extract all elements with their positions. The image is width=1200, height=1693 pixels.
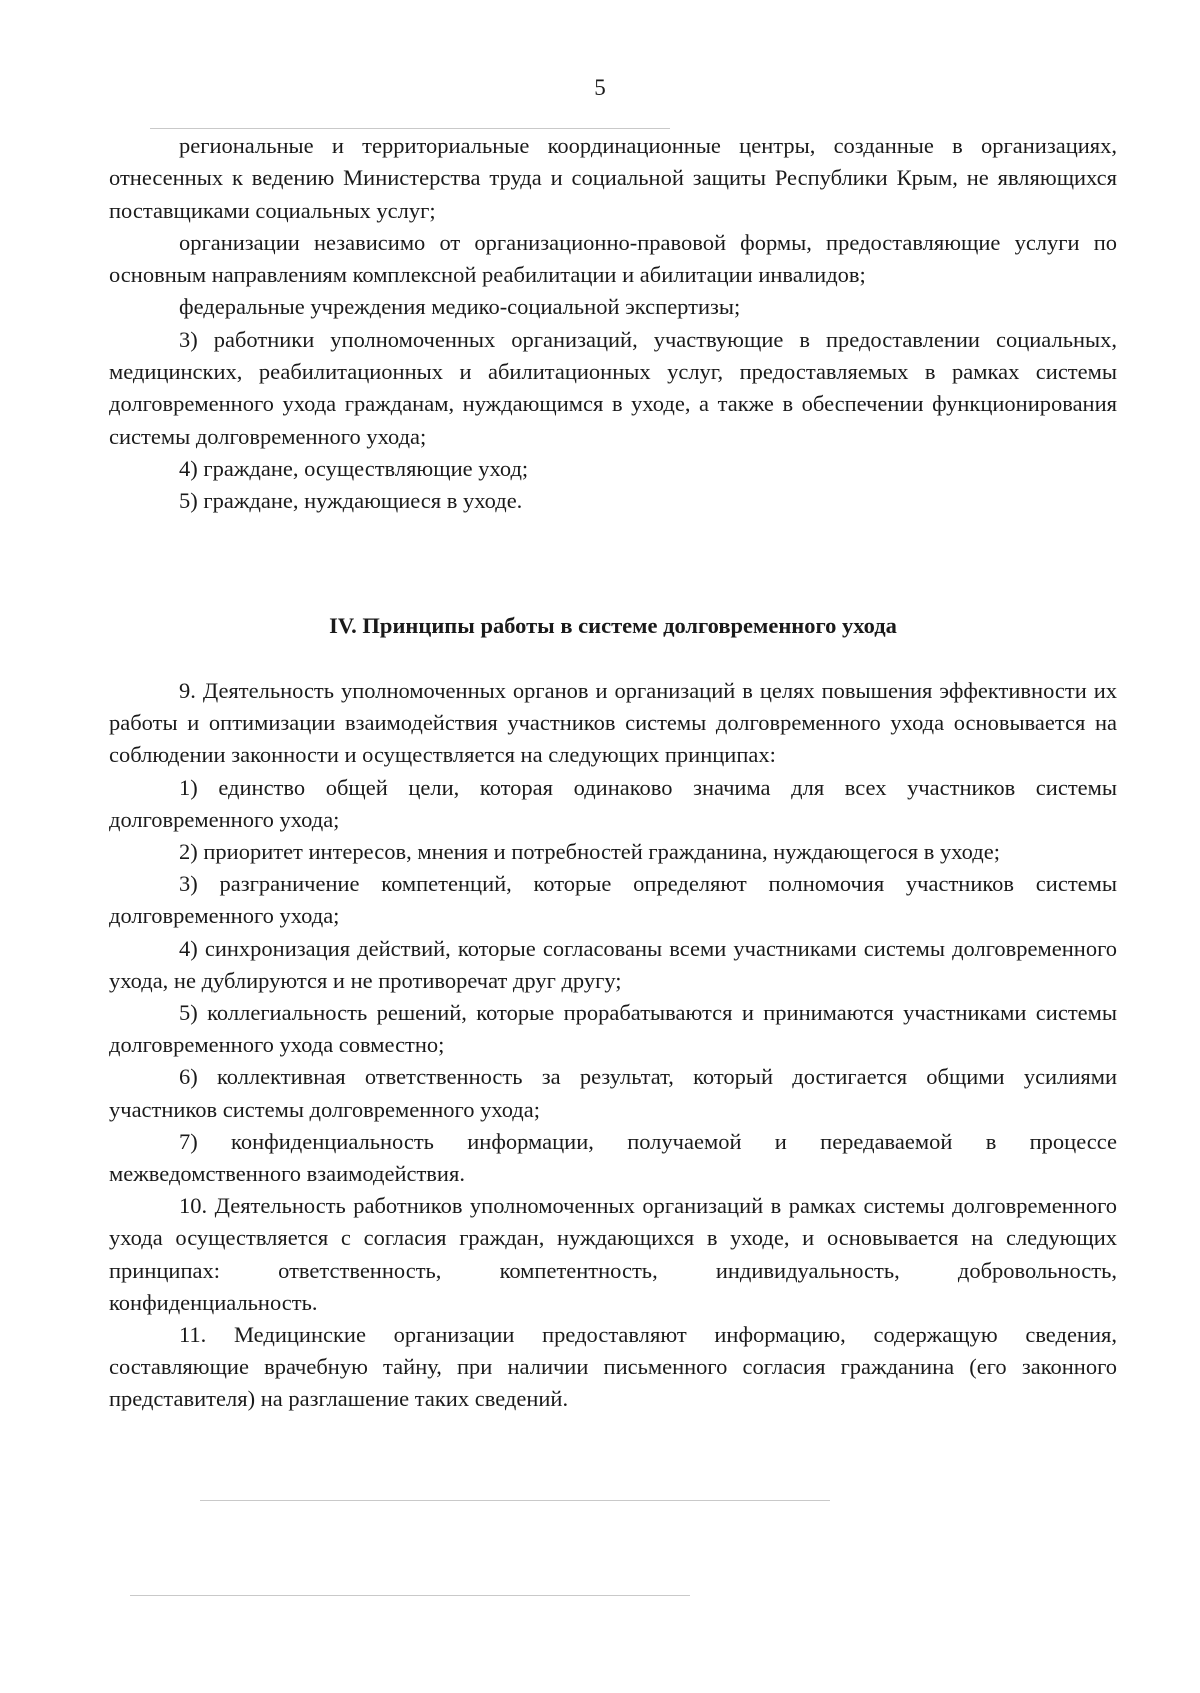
paragraph: 4) граждане, осуществляющие уход;: [179, 455, 529, 481]
paragraph: 9. Деятельность уполномоченных органов и организаций в целях повышения эффективности их работы и оптимизации взаимодействия участников системы долговременного ухода основывается на соблюдении законности и осуществляется на следующих принципах:: [109, 678, 1117, 768]
paragraph: 3) разграничение компетенций, которые определяют полномочия участников системы долговременного ухода;: [109, 871, 1117, 929]
scan-artifact: [130, 1595, 690, 1596]
paragraph: федеральные учреждения медико-социальной экспертизы;: [179, 294, 741, 320]
paragraph: 2) приоритет интересов, мнения и потребностей гражданина, нуждающегося в уходе;: [179, 839, 1000, 865]
paragraph: 5) граждане, нуждающиеся в уходе.: [179, 488, 523, 514]
scan-artifact: [200, 1500, 830, 1501]
paragraph: 7) конфиденциальность информации, получаемой и передаваемой в процессе межведомственного взаимодействия.: [109, 1128, 1117, 1187]
section-heading: IV. Принципы работы в системе долговременного ухода: [329, 613, 897, 638]
paragraph: 6) коллективная ответственность за результат, который достигается общими усилиями участников системы долговременного ухода;: [109, 1064, 1117, 1122]
paragraph: 1) единство общей цели, которая одинаково значима для всех участников системы долговременного ухода;: [109, 774, 1117, 832]
paragraph: региональные и территориальные координационные центры, созданные в организациях, отнесенных к ведению Министерства труда и социальной защиты Республики Крым, не являющихся поставщиками социальных услуг;: [109, 133, 1117, 223]
paragraph: 10. Деятельность работников уполномоченных организаций в рамках системы долговременного ухода осуществляется с согласия граждан, нуждающихся в уходе, и основывается на следующих принципах: ответственность, компетентность, индивидуальность, добровольность, конфиденциальность.: [109, 1193, 1117, 1315]
paragraph: 4) синхронизация действий, которые согласованы всеми участниками системы долговременного ухода, не дублируются и не противоречат друг другу;: [109, 935, 1117, 993]
list-continuation: [109, 130, 1117, 518]
scan-artifact: [150, 128, 670, 129]
principles-section: [109, 675, 1117, 1416]
paragraph: 3) работники уполномоченных организаций, участвующие в предоставлении социальных, медицинских, реабилитационных и абилитационных услуг, предоставляемых в рамках системы долговременного ухода гражданам, нуждающимся в уходе, а также в обеспечении функционирования системы долговременного ухода;: [109, 326, 1117, 449]
paragraph: 5) коллегиальность решений, которые прорабатываются и принимаются участниками системы долговременного ухода совместно;: [109, 1000, 1117, 1058]
page-number: 5: [594, 75, 606, 100]
paragraph: организации независимо от организационно-правовой формы, предоставляющие услуги по основным направлениям комплексной реабилитации и абилитации инвалидов;: [109, 229, 1117, 288]
paragraph: 11. Медицинские организации предоставляют информацию, содержащую сведения, составляющие врачебную тайну, при наличии письменного согласия гражданина (его законного представителя) на разглашение таких сведений.: [109, 1322, 1117, 1412]
